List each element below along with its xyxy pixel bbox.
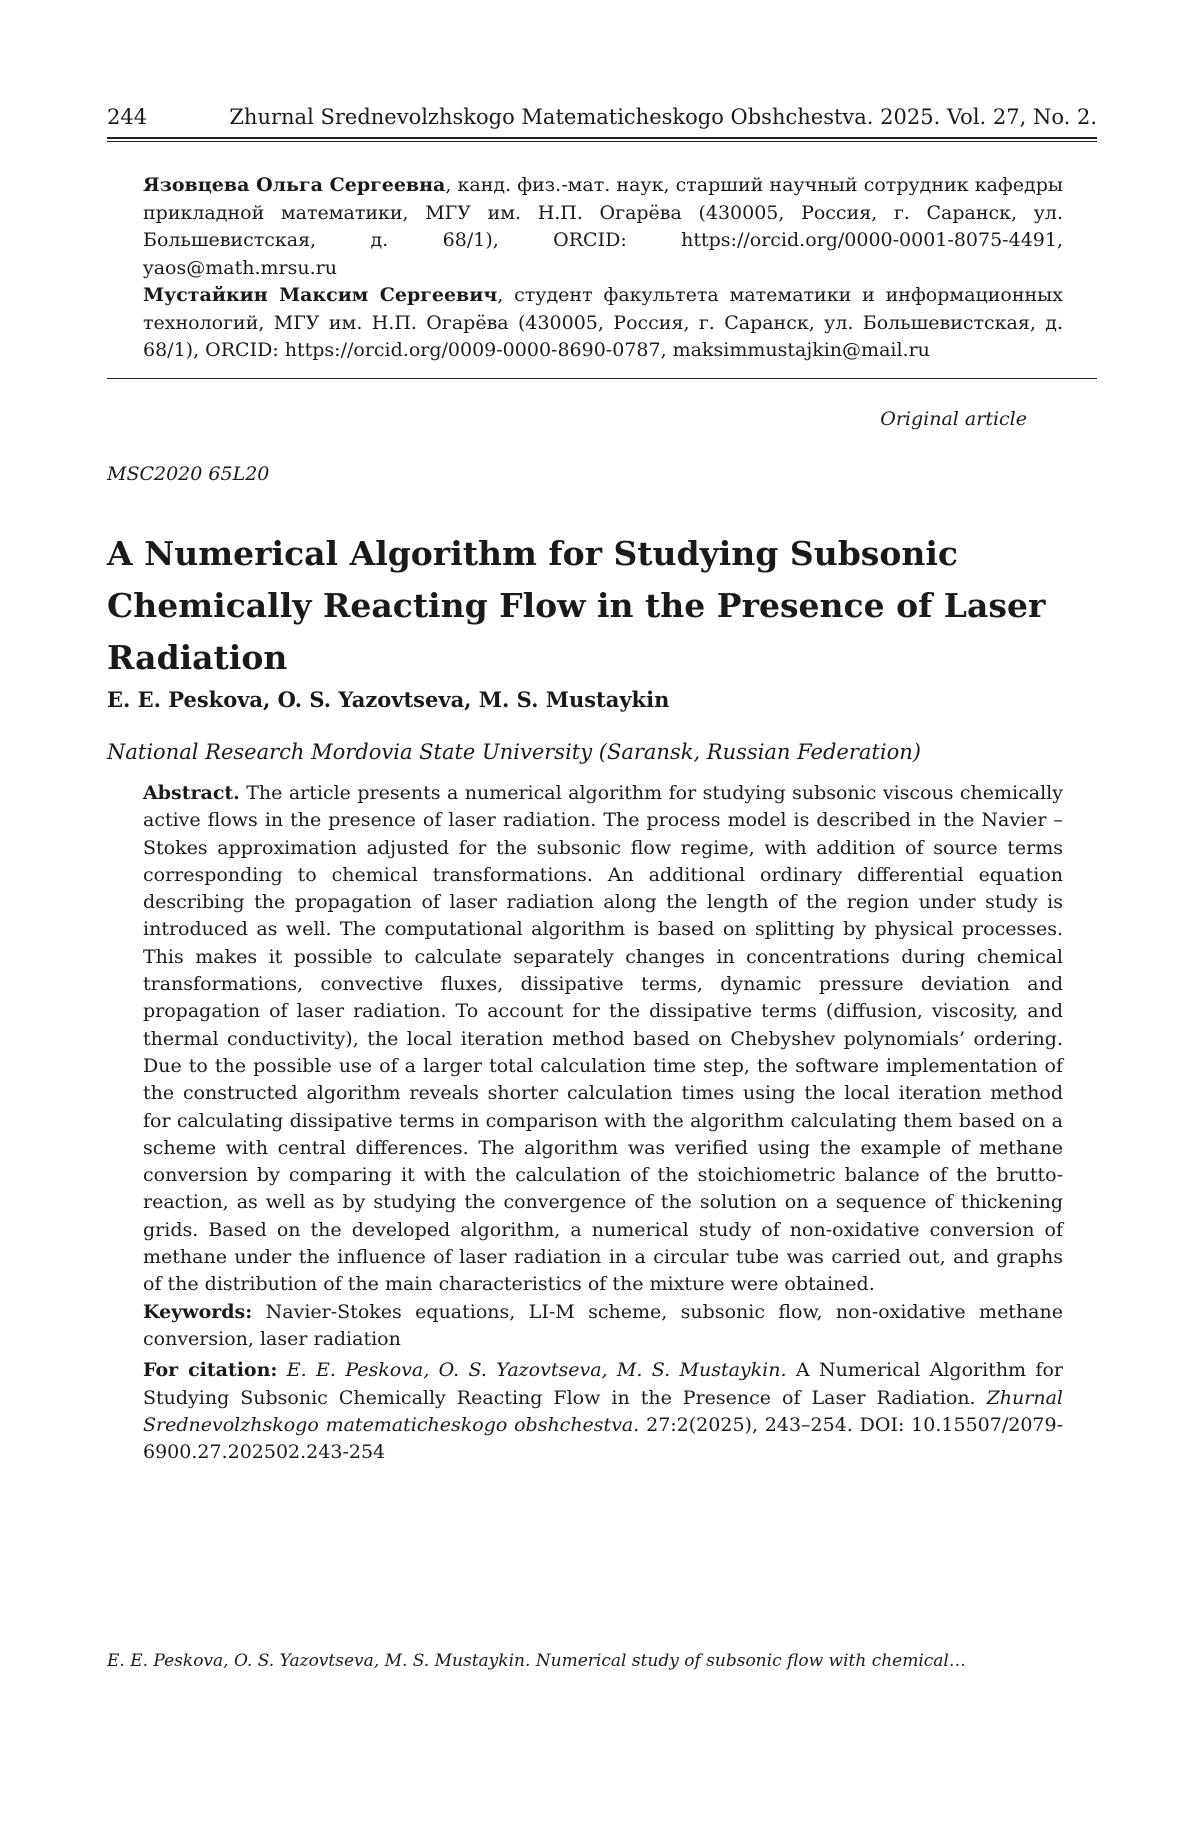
info-rule	[107, 378, 1097, 379]
author-info-entry	[143, 172, 1063, 282]
keywords	[143, 1299, 1063, 1354]
affiliation: National Research Mordovia State University (Saransk, Russian Federation)	[107, 740, 921, 764]
article-type: Original article	[880, 408, 1027, 430]
citation-authors: E. E. Peskova, O. S. Yazovtseva, M. S. Mustaykin.	[277, 1359, 787, 1382]
header-rule	[107, 137, 1097, 139]
citation	[143, 1357, 1063, 1466]
abstract	[143, 780, 1063, 1299]
keywords-text: Navier-Stokes equations, LI-M scheme, subsonic flow, non-oxidative methane conversion, laser radiation	[143, 1300, 1063, 1350]
author-info-entry	[143, 282, 1063, 365]
citation-label: For citation:	[143, 1359, 278, 1382]
page-number: 244	[107, 105, 148, 129]
citation-title: A Numerical Algorithm for Studying Subsonic Chemically Reacting Flow in the Presence of Laser Radiation.	[143, 1359, 1063, 1409]
author-info-details: , студент факультета математики и информационных технологий, МГУ им. Н.П. Огарёва (430005, Россия, г. Саранск, ул. Большевистская, д. 68/1), ORCID: https://orcid.org/0009-0000-8690-0787, maksimmustajkin@mail.ru	[143, 284, 1064, 361]
header-rule-thin	[107, 141, 1097, 142]
abstract-label: Abstract.	[143, 782, 240, 804]
citation-journal: Zhurnal Srednevolzhskogo matematicheskogo obshchestva	[143, 1386, 1063, 1436]
author-info-name: Язовцева Ольга Сергеевна	[143, 174, 446, 196]
author-info-details: , канд. физ.-мат. наук, старший научный сотрудник кафедры прикладной математики, МГУ им. Н.П. Огарёва (430005, Россия, г. Саранск, ул. Большевистская, д. 68/1), ORCID: https://orcid.org/0000-0001-8075-4491, yaos@math.mrsu.ru	[143, 174, 1063, 279]
author-info-name: Мустайкин Максим Сергеевич	[143, 284, 498, 306]
msc-code: MSC2020 65L20	[107, 463, 270, 485]
keywords-label: Keywords:	[143, 1300, 253, 1323]
journal-title: Zhurnal Srednevolzhskogo Matematicheskogo Obshchestva. 2025. Vol. 27, No. 2.	[229, 105, 1097, 129]
footer-reference: E. E. Peskova, O. S. Yazovtseva, M. S. Mustaykin. Numerical study of subsonic flow with chemical…	[107, 1651, 966, 1671]
abstract-text: The article presents a numerical algorithm for studying subsonic viscous chemically active flows in the presence of laser radiation. The process model is described in the Navier – Stokes approximation adjusted for the subsonic flow regime, with addition of source terms corresponding to chemical transformations. An additional ordinary differential equation describing the propagation of laser radiation along the length of the region under study is introduced as well. The computational algorithm is based on splitting by physical processes. This makes it possible to calculate separately changes in concentrations during chemical transformations, convective fluxes, dissipative terms, dynamic pressure deviation and propagation of laser radiation. To account for the dissipative terms (diffusion, viscosity, and thermal conductivity), the local iteration method based on Chebyshev polynomials’ ordering. Due to the possible use of a larger total calculation time step, the software implementation of the constructed algorithm reveals shorter calculation times using the local iteration method for calculating dissipative terms in comparison with the algorithm calculating them based on a scheme with central differences. The algorithm was verified using the example of methane conversion by comparing it with the calculation of the stoichiometric balance of the brutto-reaction, as well as by studying the convergence of the solution on a sequence of thickening grids. Based on the developed algorithm, a numerical study of non-oxidative conversion of methane under the influence of laser radiation in a circular tube was carried out, and graphs of the distribution of the main characteristics of the mixture were obtained.	[143, 782, 1063, 1296]
article-authors: E. E. Peskova, O. S. Yazovtseva, M. S. Mustaykin	[107, 687, 670, 712]
article-title: A Numerical Algorithm for Studying Subsonic Chemically Reacting Flow in the Presence of Laser Radiation	[107, 534, 1046, 677]
authors-info	[143, 172, 1063, 365]
citation-rest: . 27:2(2025), 243–254. DOI: 10.15507/2079-6900.27.202502.243-254	[143, 1413, 1064, 1464]
abstract-section	[143, 780, 1063, 1466]
